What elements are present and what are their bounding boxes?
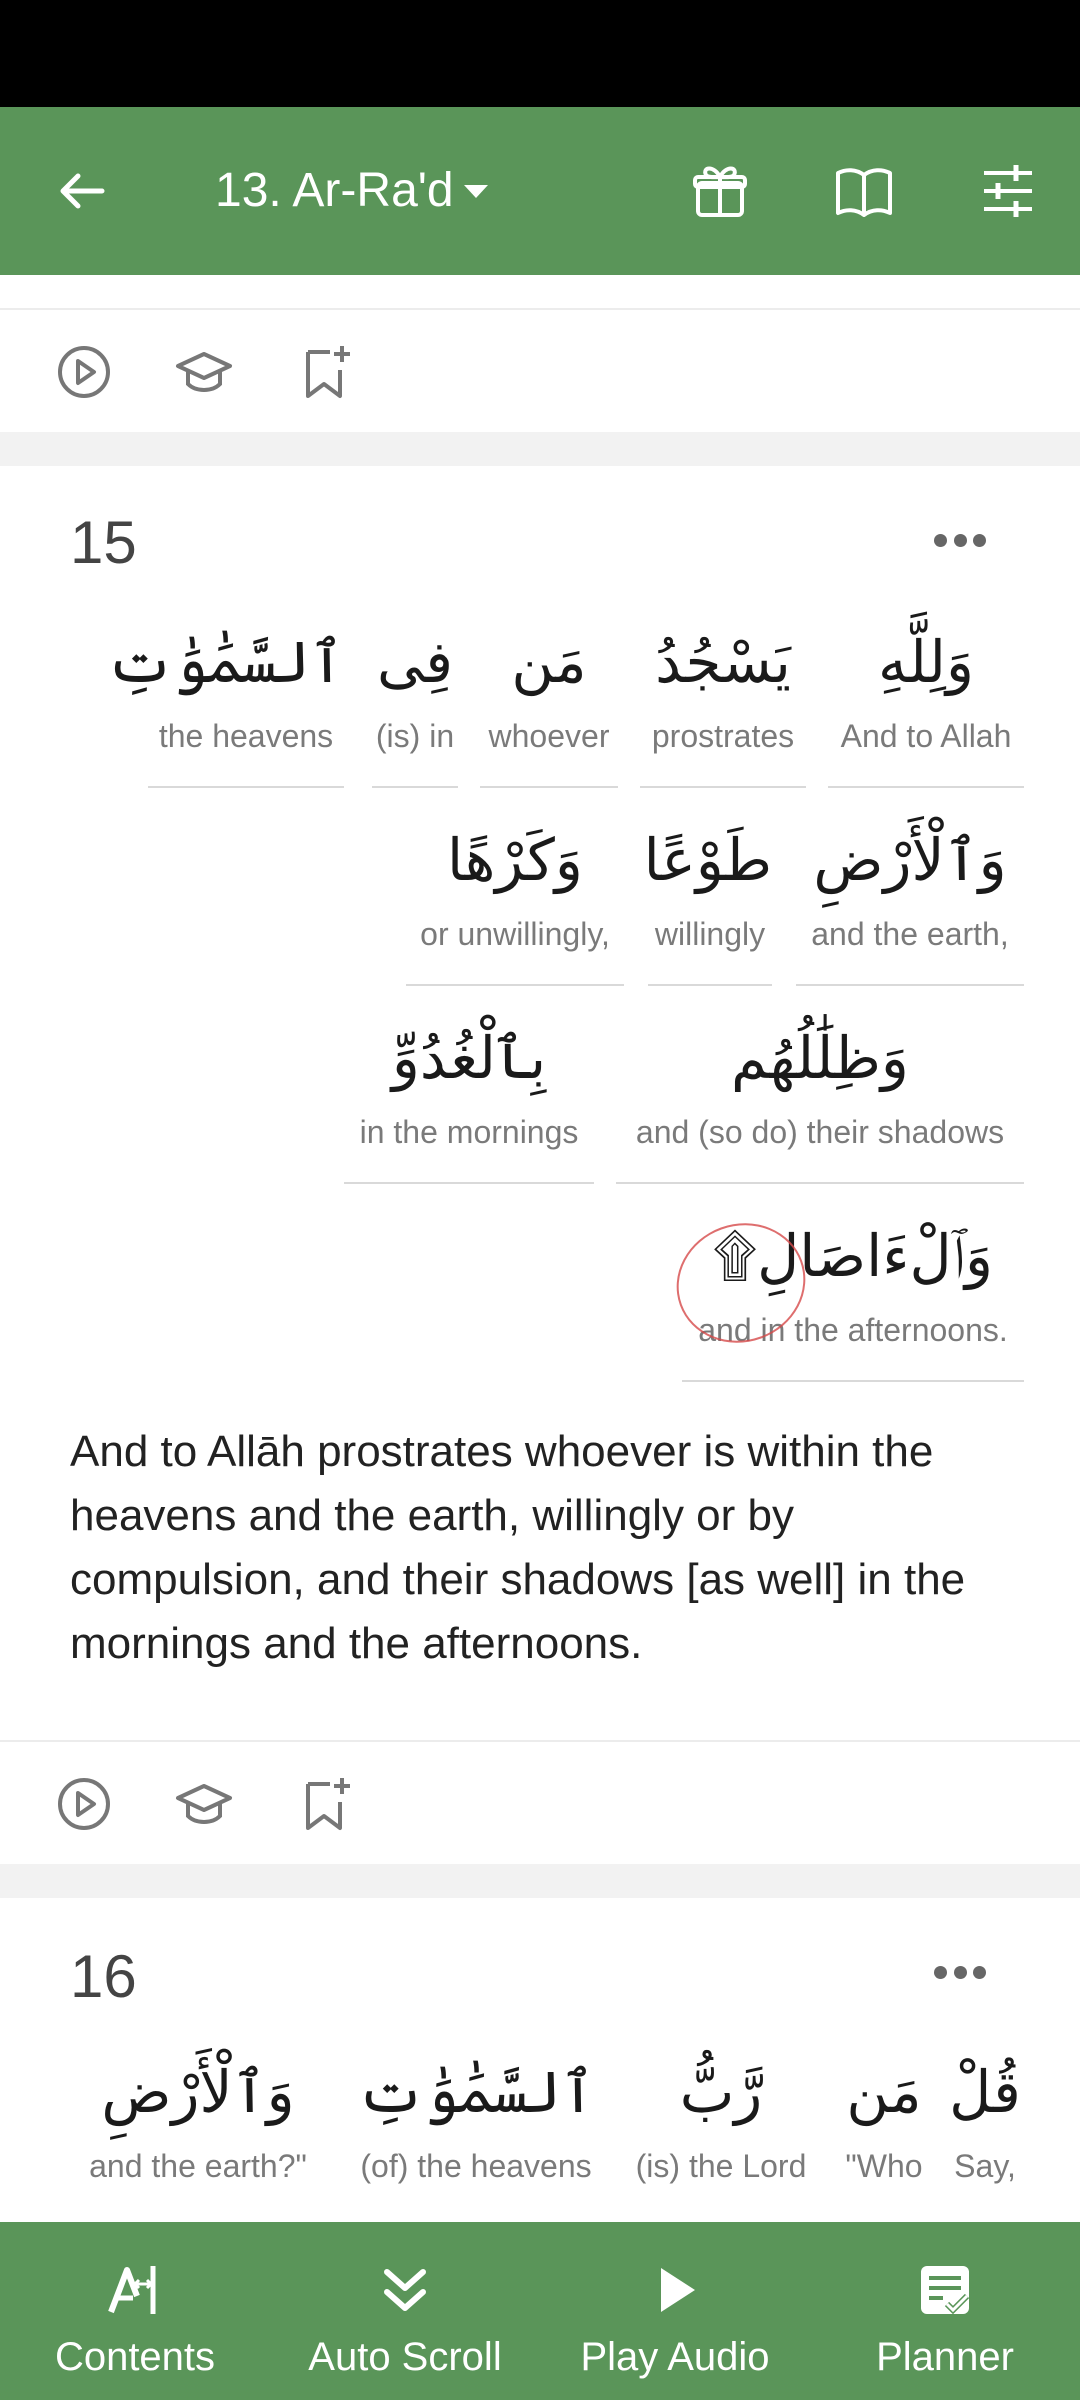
word[interactable]: قُلْ Say, (949, 2058, 1021, 2184)
word[interactable]: رَّبُّ (is) the Lord (635, 2058, 807, 2184)
more-options-icon[interactable] (934, 1964, 986, 1980)
gift-icon[interactable] (688, 159, 752, 223)
divider (0, 1740, 1080, 1742)
contents-button[interactable]: Contents (40, 2222, 230, 2400)
word[interactable]: مَن whoever (480, 616, 618, 788)
word[interactable]: طَوْعًا willingly (648, 814, 772, 986)
word[interactable]: وَظِلَٰلُهُم and (so do) their shadows (616, 1012, 1024, 1184)
learn-icon[interactable] (174, 1774, 234, 1834)
word[interactable]: ٱلسَّمَٰوَٰتِ the heavens (148, 616, 344, 788)
word[interactable]: فِى (is) in (372, 616, 458, 788)
section-gap (0, 1864, 1080, 1898)
word[interactable]: وَلِلَّهِ And to Allah (828, 616, 1024, 788)
app-bar (0, 107, 1080, 275)
surah-title: 13. Ar-Ra'd (215, 164, 454, 217)
word[interactable]: مَن "Who (845, 2058, 923, 2184)
word[interactable]: بِٱلْغُدُوِّ in the mornings (344, 1012, 594, 1184)
play-audio-button[interactable]: Play Audio (570, 2222, 780, 2400)
bookmark-add-icon[interactable] (296, 342, 356, 402)
book-icon[interactable] (832, 159, 896, 223)
verse-translation: And to Allāh prostrates whoever is within the heavens and the earth, willingly or by compulsion, and their shadows [as well] in the mornings and the afternoons. (70, 1427, 966, 1668)
word[interactable]: ٱلسَّمَٰوَٰتِ (of) the heavens (357, 2058, 595, 2184)
back-arrow-icon[interactable] (52, 161, 112, 221)
verse-number: 16 (70, 1943, 137, 2010)
double-chevron-down-icon (375, 2260, 435, 2320)
play-icon[interactable] (54, 1774, 114, 1834)
bookmark-add-icon[interactable] (296, 1774, 356, 1834)
status-bar (0, 0, 1080, 107)
chevron-down-icon (464, 185, 488, 198)
planner-button[interactable]: Planner (860, 2222, 1030, 2400)
auto-scroll-button[interactable]: Auto Scroll (300, 2222, 510, 2400)
word[interactable]: يَسْجُدُ prostrates (640, 616, 806, 788)
verse-14-actions (0, 312, 1080, 432)
verse-number: 15 (70, 509, 137, 576)
word[interactable]: وَٱلْأَرْضِ and the earth?" (89, 2058, 307, 2184)
word[interactable]: وَكَرْهًا or unwillingly, (406, 814, 624, 986)
bottom-nav (0, 2222, 1080, 2400)
contents-icon (105, 2260, 165, 2320)
planner-icon (915, 2260, 975, 2320)
learn-icon[interactable] (174, 342, 234, 402)
sliders-icon[interactable] (976, 159, 1040, 223)
more-options-icon[interactable] (934, 532, 986, 548)
verse-15-actions (0, 1744, 1080, 1864)
play-icon (645, 2260, 705, 2320)
divider (0, 308, 1080, 310)
surah-selector[interactable] (215, 163, 488, 219)
word[interactable]: وَٱلْءَاصَالِ۩ and in the afternoons. (682, 1210, 1024, 1382)
play-icon[interactable] (54, 342, 114, 402)
section-gap (0, 432, 1080, 466)
word[interactable]: وَٱلْأَرْضِ and the earth, (796, 814, 1024, 986)
